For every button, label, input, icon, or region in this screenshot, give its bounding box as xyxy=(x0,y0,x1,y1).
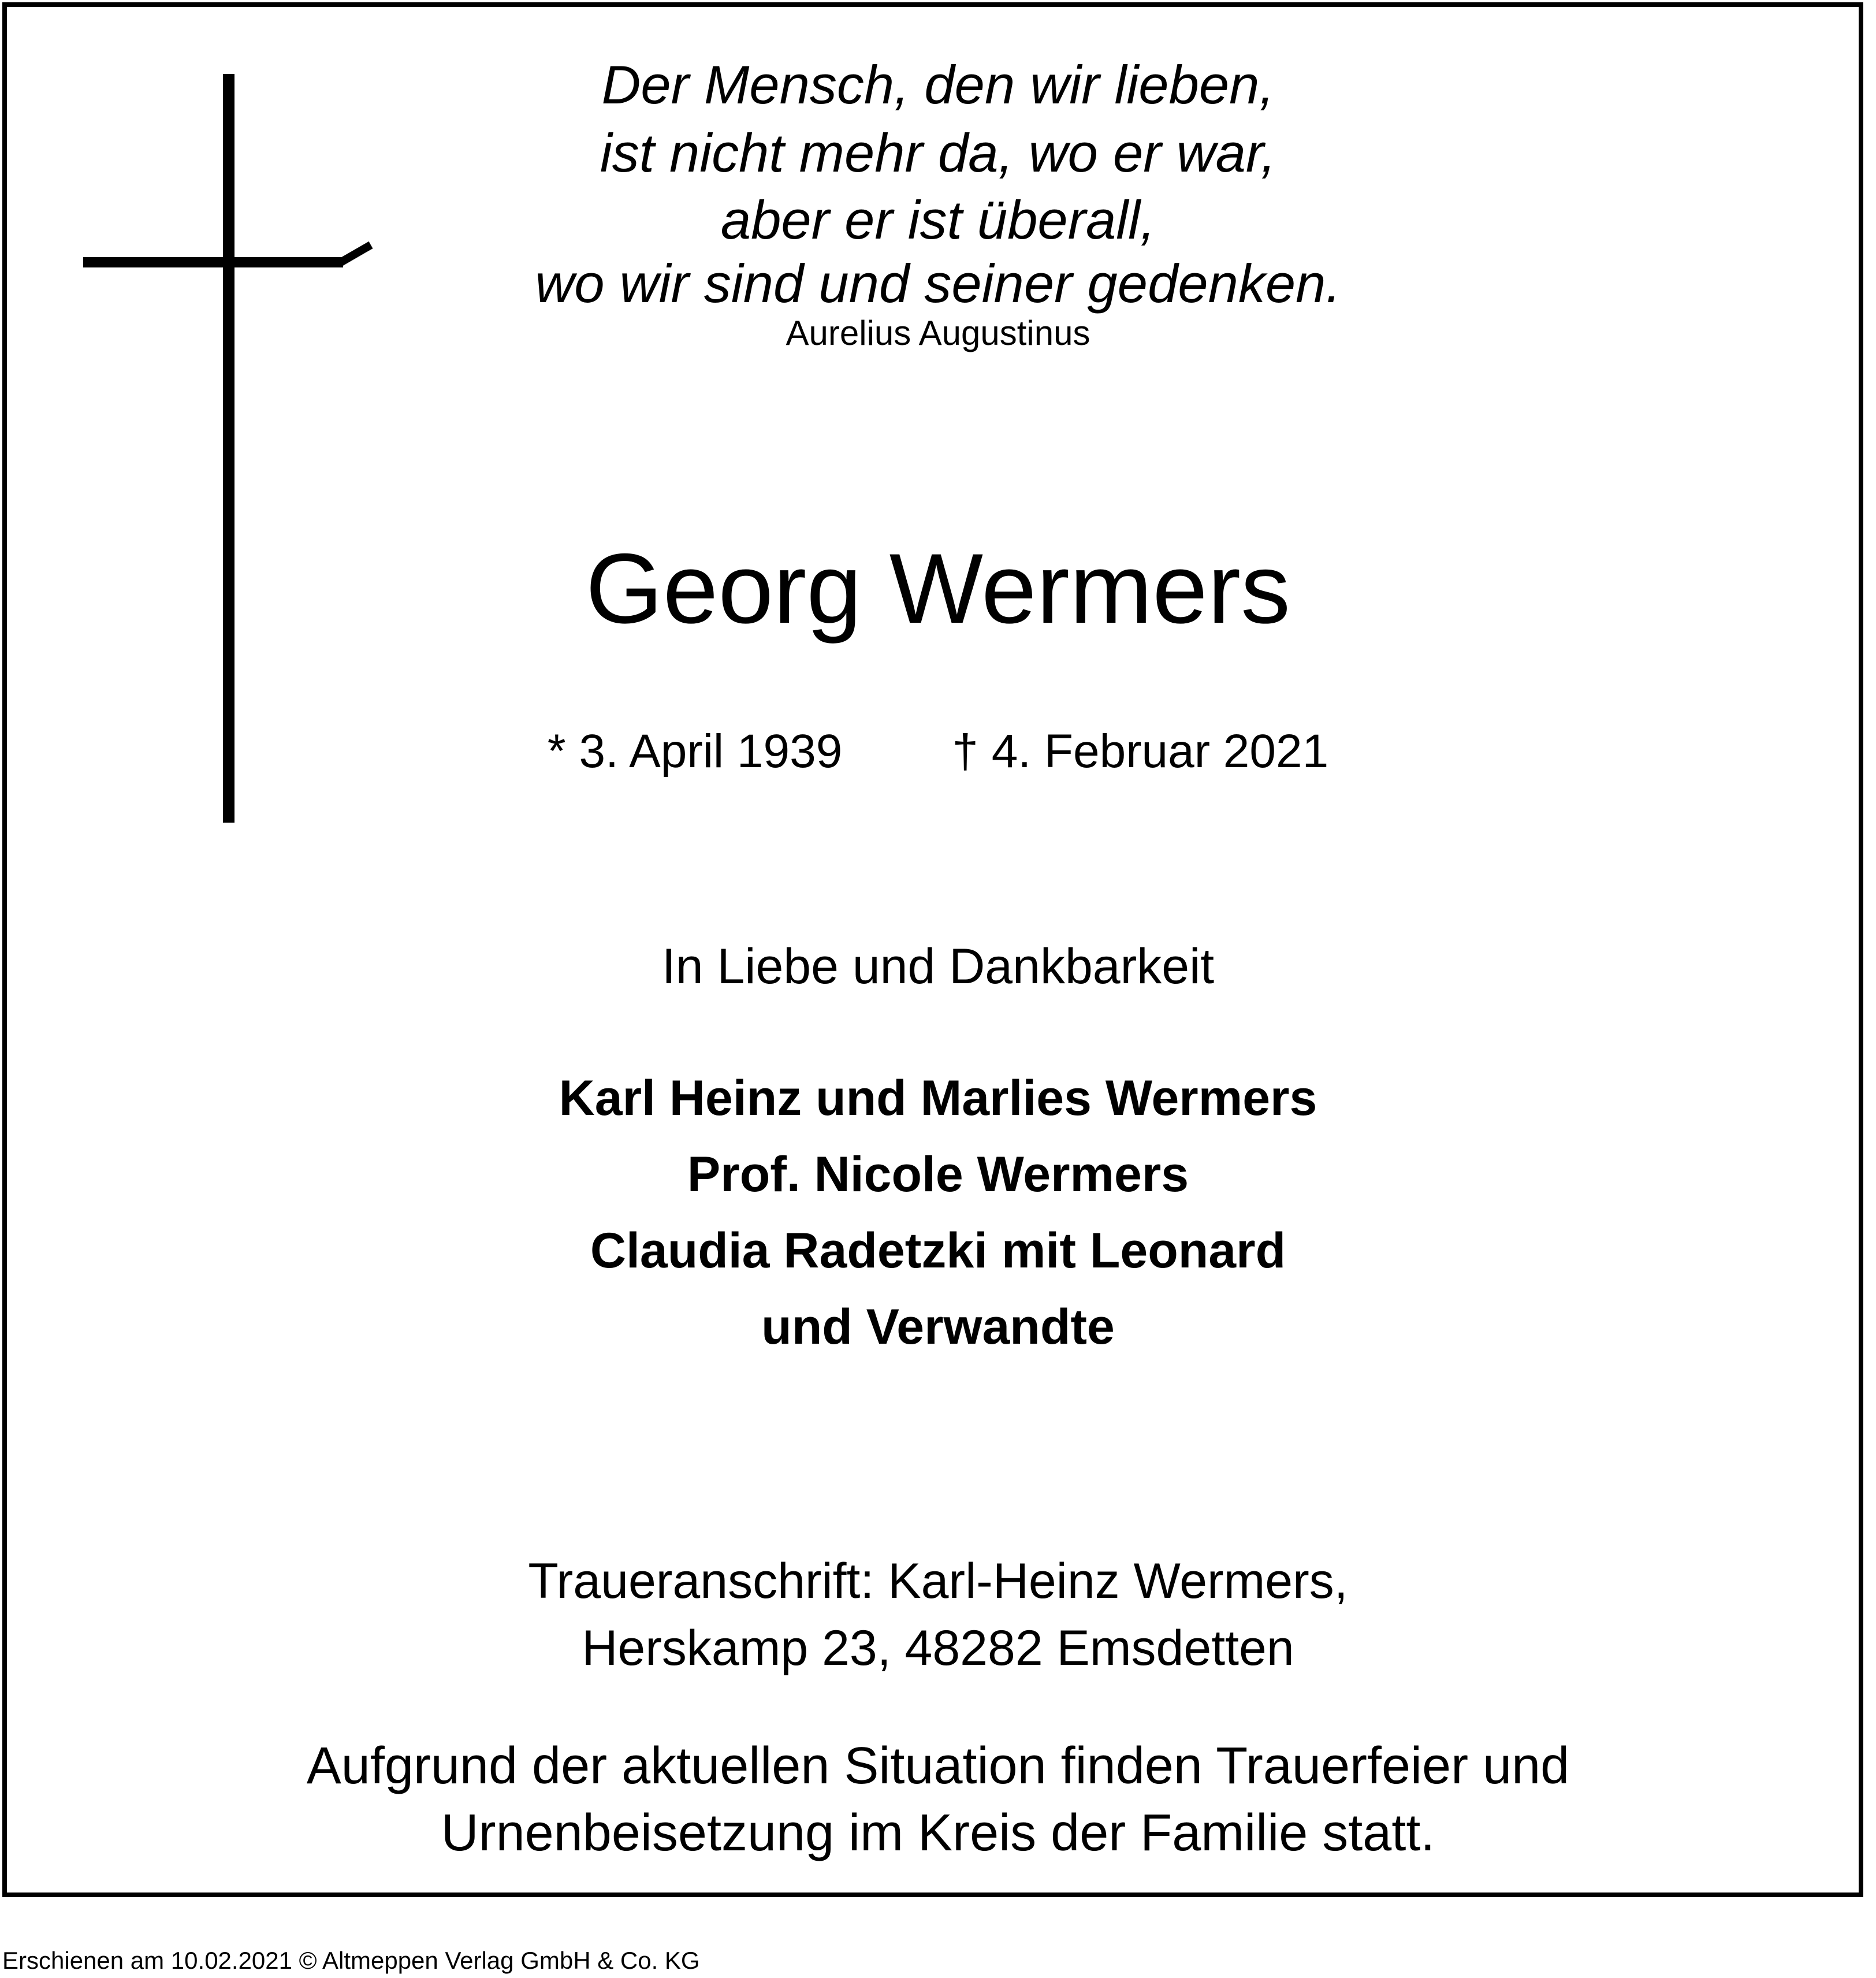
deceased-name: Georg Wermers xyxy=(585,533,1291,644)
birth-date: * 3. April 1939 xyxy=(547,725,843,778)
quote-author: Aurelius Augustinus xyxy=(786,314,1090,352)
life-dates xyxy=(0,724,1876,779)
cross-icon xyxy=(81,74,381,825)
address-line-2: Herskamp 23, 48282 Emsdetten xyxy=(582,1620,1294,1676)
thanks-line: In Liebe und Dankbarkeit xyxy=(661,939,1215,994)
publication-footer: Erschienen am 10.02.2021 © Altmeppen Verlag GmbH & Co. KG xyxy=(2,1947,700,1974)
mourner-2: Prof. Nicole Wermers xyxy=(687,1147,1189,1202)
quote-line-2: ist nicht mehr da, wo er war, xyxy=(600,122,1276,183)
quote-line-1: Der Mensch, den wir lieben, xyxy=(601,54,1275,115)
mourner-3: Claudia Radetzki mit Leonard xyxy=(590,1223,1286,1278)
address-line-1: Traueranschrift: Karl-Heinz Wermers, xyxy=(528,1553,1348,1609)
death-date: † 4. Februar 2021 xyxy=(952,725,1329,778)
notice-line-2: Urnenbeisetzung im Kreis der Familie statt. xyxy=(441,1804,1435,1862)
quote-line-4: wo wir sind und seiner gedenken. xyxy=(535,253,1341,314)
mourner-4: und Verwandte xyxy=(761,1299,1115,1355)
mourner-1: Karl Heinz und Marlies Wermers xyxy=(559,1070,1317,1126)
notice-line-1: Aufgrund der aktuellen Situation finden Trauerfeier und xyxy=(306,1737,1570,1795)
quote-line-3: aber er ist überall, xyxy=(720,189,1156,250)
